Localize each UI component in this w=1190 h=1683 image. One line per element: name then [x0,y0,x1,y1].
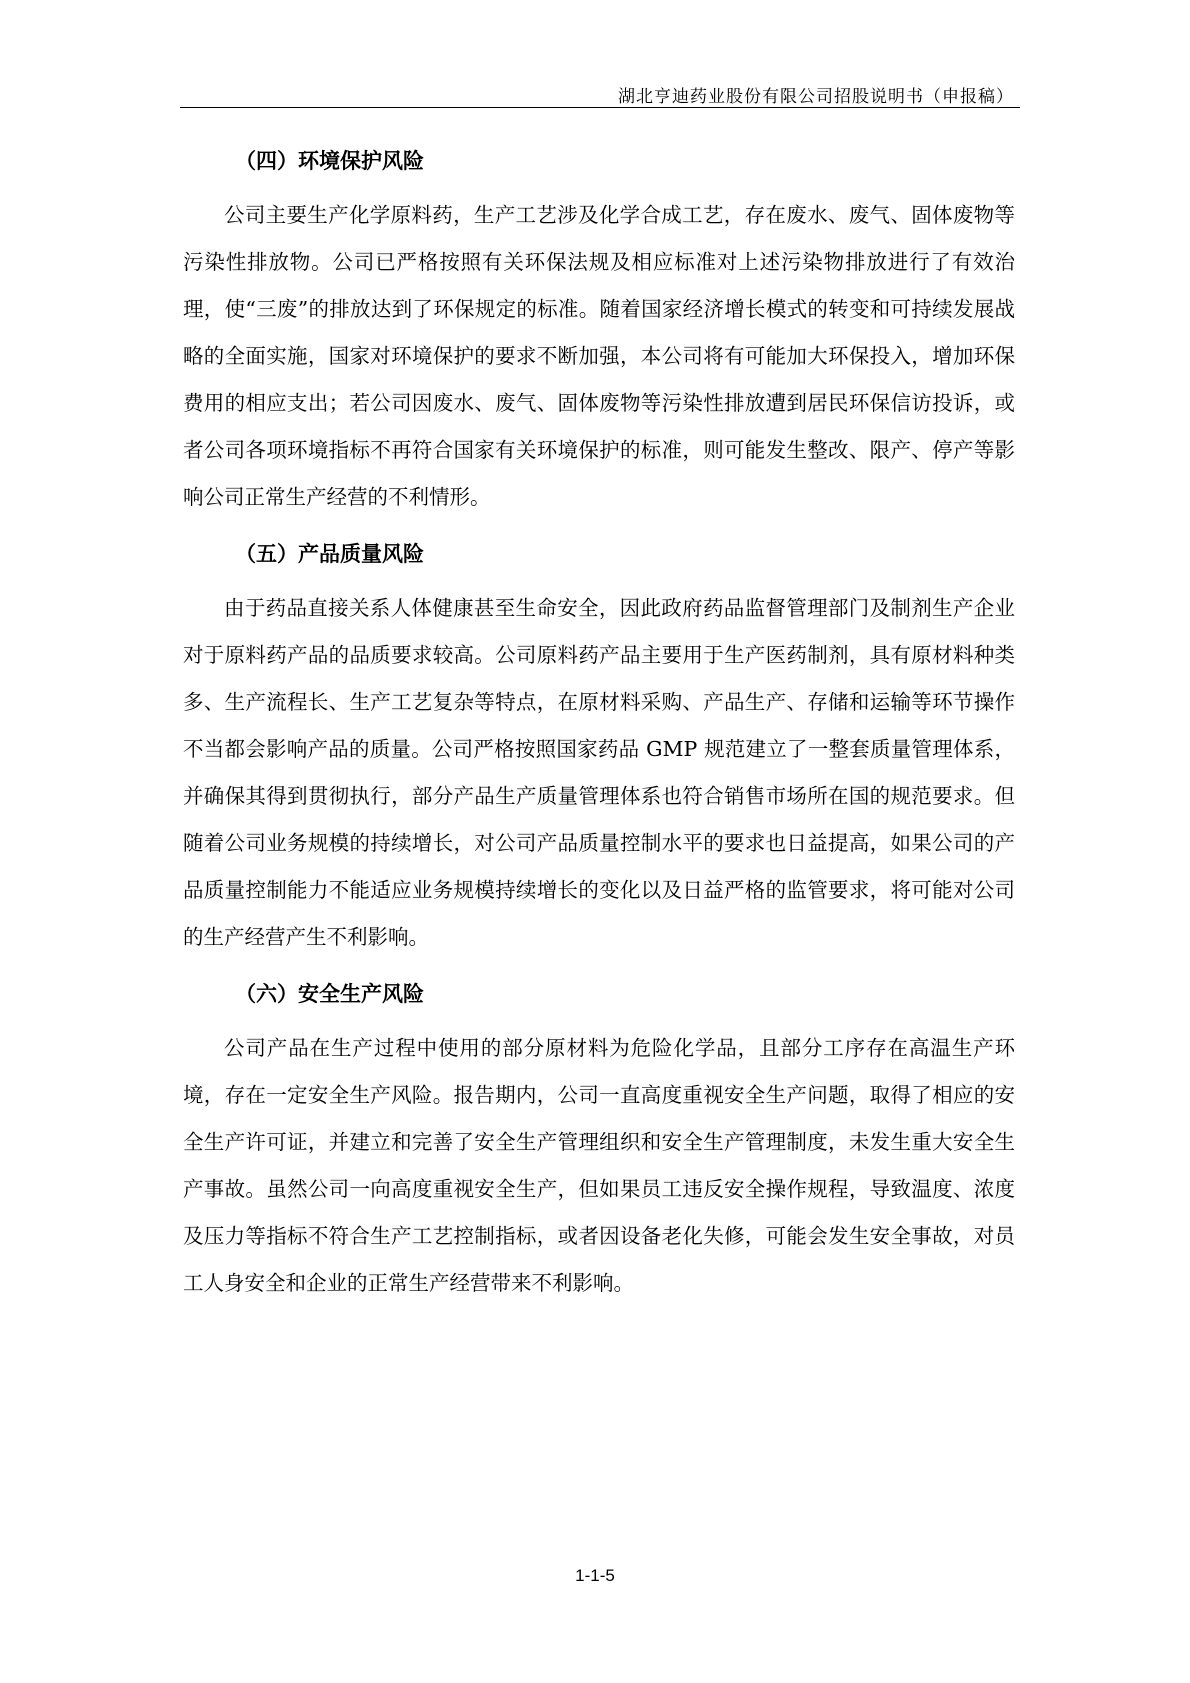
section-heading: （四）环境保护风险 [235,149,424,173]
section-heading: （五）产品质量风险 [235,542,424,566]
section-paragraph: 公司产品在生产过程中使用的部分原材料为危险化学品，且部分工序存在高温生产环境，存在一定安全生产风险。报告期内，公司一直高度重视安全生产问题，取得了相应的安全生产许可证，并建立和完善了安全生产管理组织和安全生产管理制度，未发生重大安全生产事故。虽然公司一向高度重视安全生产，但如果员工违反安全操作规程，导致温度、浓度及压力等指标不符合生产工艺控制指标，或者因设备老化失修，可能会发生安全事故，对员工人身安全和企业的正常生产经营带来不利影响。 [183,1036,1015,1295]
document-title: 湖北亨迪药业股份有限公司招股说明书（申报稿） [618,87,1014,107]
section-product-quality-risk [183,533,1015,961]
section-paragraph: 公司主要生产化学原料药，生产工艺涉及化学合成工艺，存在废水、废气、固体废物等污染性排放物。公司已严格按照有关环保法规及相应标准对上述污染物排放进行了有效治理，使“三废”的排放达到了环保规定的标准。随着国家经济增长模式的转变和可持续发展战略的全面实施，国家对环境保护的要求不断加强，本公司将有可能加大环保投入，增加环保费用的相应支出；若公司因废水、废气、固体废物等污染性排放遭到居民环保信访投诉，或者公司各项环境指标不再符合国家有关环境保护的标准，则可能发生整改、限产、停产等影响公司正常生产经营的不利情形。 [183,203,1015,509]
page-header [180,72,1020,108]
section-heading: （六）安全生产风险 [235,982,424,1006]
section-safety-production-risk [183,973,1015,1307]
page-number: 1-1-5 [575,1566,615,1585]
section-paragraph: 由于药品直接关系人体健康甚至生命安全，因此政府药品监督管理部门及制剂生产企业对于原料药产品的品质要求较高。公司原料药产品主要用于生产医药制剂，具有原材料种类多、生产流程长、生产工艺复杂等特点，在原材料采购、产品生产、存储和运输等环节操作不当都会影响产品的质量。公司严格按照国家药品 GMP 规范建立了一整套质量管理体系，并确保其得到贯彻执行，部分产品生产质量管理体系也符合销售市场所在国的规范要求。但随着公司业务规模的持续增长，对公司产品质量控制水平的要求也日益提高，如果公司的产品质量控制能力不能适应业务规模持续增长的变化以及日益严格的监管要求，将可能对公司的生产经营产生不利影响。 [183,596,1015,949]
header-divider [180,107,1020,108]
section-environmental-risk [183,140,1015,521]
page-body [183,140,1015,1307]
